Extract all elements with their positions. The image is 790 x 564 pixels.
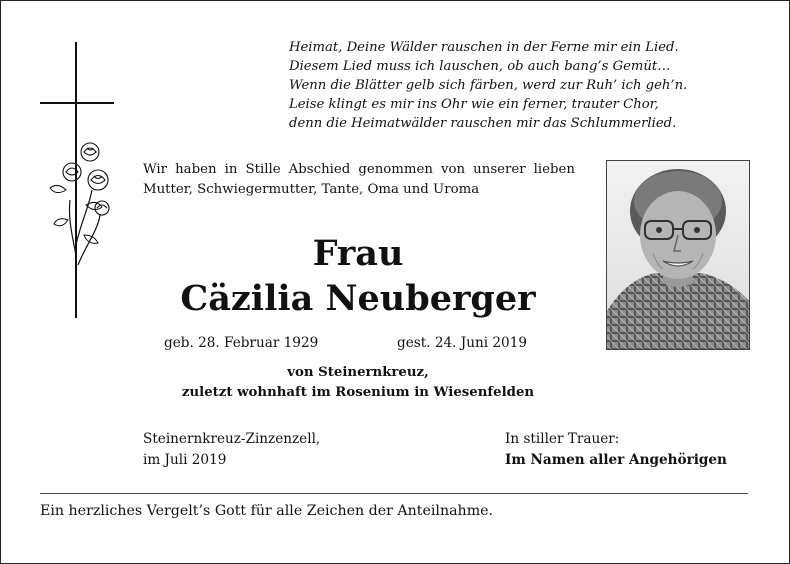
residence-line: zuletzt wohnhaft im Rosenium in Wiesenfelden (181, 385, 535, 400)
poem-line: Leise klingt es mir ins Ohr wie ein ferner, trauter Chor, (289, 97, 659, 112)
place: Steinernkreuz-Zinzenzell, (143, 431, 321, 447)
cross-with-roses-icon (40, 40, 120, 320)
birth-date: geb. 28. Februar 1929 (164, 335, 319, 351)
life-dates (164, 333, 527, 353)
place-date (143, 429, 320, 470)
poem-line: Heimat, Deine Wälder rauschen in der Ferne mir ein Lied. (289, 40, 679, 55)
poem-line: denn die Heimatwälder rauschen mir das Schlummerlied. (289, 116, 677, 131)
thanks-text: Ein herzliches Vergelt’s Gott für alle Zeichen der Anteilnahme. (40, 503, 494, 519)
poem (289, 38, 769, 133)
signature: Im Namen aller Angehörigen (505, 451, 727, 468)
deceased-name: Cäzilia Neuberger (180, 278, 536, 319)
poem-line: Diesem Lied muss ich lauschen, ob auch bang’s Gemüt… (289, 59, 671, 74)
divider (40, 493, 748, 494)
poem-line: Wenn die Blätter gelb sich färben, werd zur Ruh’ ich geh’n. (289, 78, 688, 93)
origin-line: von Steinernkreuz, (287, 365, 429, 380)
salutation: Frau (312, 233, 404, 274)
date: im Juli 2019 (143, 451, 227, 468)
portrait-photo (606, 160, 750, 350)
mourners (505, 429, 727, 470)
portrait-image (607, 161, 749, 349)
intro-text: Wir haben in Stille Abschied genommen von unserer lieben Mutter, Schwiegermutter, Tante, Oma und Uroma (143, 162, 575, 197)
origin (142, 363, 574, 403)
mourning-phrase: In stiller Trauer: (505, 431, 620, 447)
death-date: gest. 24. Juni 2019 (397, 335, 527, 351)
